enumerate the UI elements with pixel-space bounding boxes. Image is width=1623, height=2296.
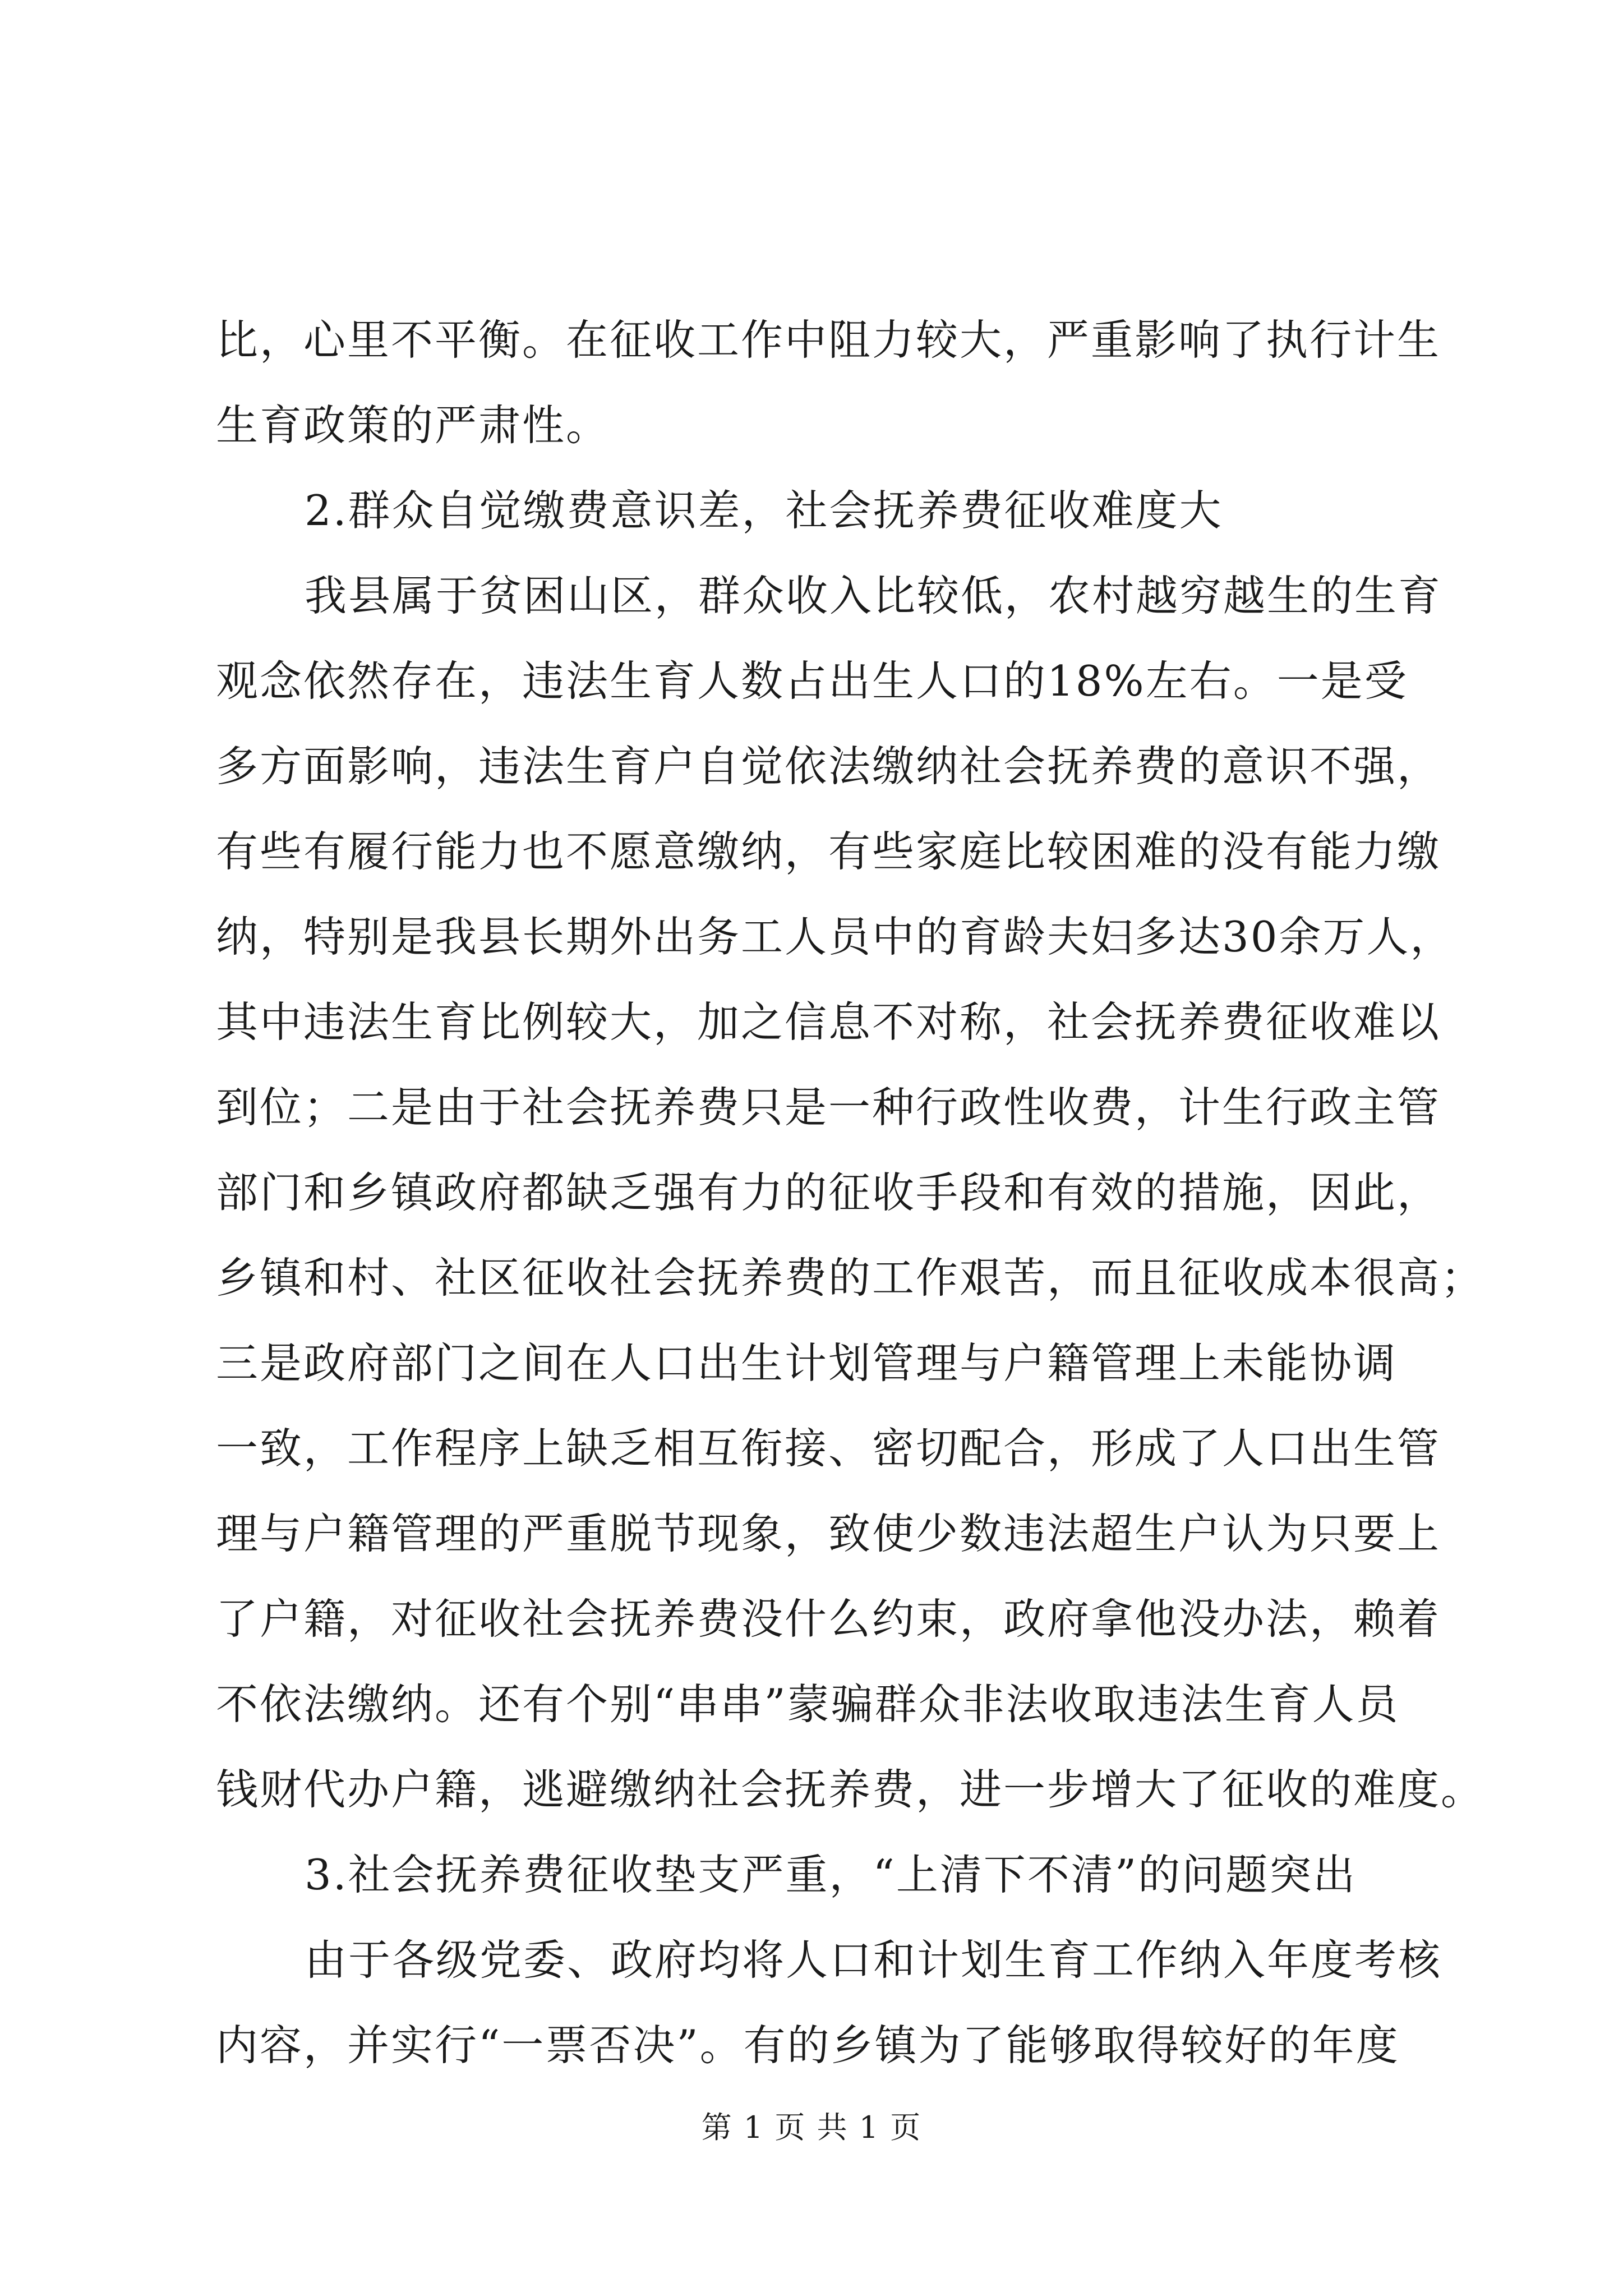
section-heading: 3.社会抚养费征收垫支严重，“上清下不清”的问题突出	[305, 1850, 1357, 1899]
text-line: 钱财代办户籍，逃避缴纳社会抚养费，进一步增大了征收的难度。	[216, 1765, 1485, 1814]
text-line: 其中违法生育比例较大，加之信息不对称，社会抚养费征收难以	[216, 997, 1441, 1047]
text-line: 观念依然存在，违法生育人数占出生人口的18%左右。一是受	[216, 656, 1408, 706]
text-line: 内容，并实行“一票否决”。有的乡镇为了能够取得较好的年度	[216, 2021, 1400, 2070]
text-line: 纳，特别是我县长期外出务工人员中的育龄夫妇多达30余万人，	[216, 912, 1454, 961]
text-line: 理与户籍管理的严重脱节现象，致使少数违法超生户认为只要上	[216, 1509, 1441, 1558]
page-footer	[0, 2108, 1623, 2147]
text-line: 了户籍，对征收社会抚养费没什么约束，政府拿他没办法，赖着	[216, 1594, 1441, 1644]
text-line: 乡镇和村、社区征收社会抚养费的工作艰苦，而且征收成本很高；	[216, 1253, 1485, 1303]
text-line: 比，心里不平衡。在征收工作中阻力较大，严重影响了执行计生	[216, 315, 1441, 365]
text-line: 到位；二是由于社会抚养费只是一种行政性收费，计生行政主管	[216, 1083, 1441, 1132]
text-line: 一致，工作程序上缺乏相互衔接、密切配合，形成了人口出生管	[216, 1424, 1441, 1473]
paragraph-first-line: 由于各级党委、政府均将人口和计划生育工作纳入年度考核	[305, 1935, 1442, 1985]
text-line: 不依法缴纳。还有个别“串串”蒙骗群众非法收取违法生育人员	[216, 1680, 1400, 1729]
page-number-label: 第 1 页 共 1 页	[701, 2110, 922, 2145]
text-line: 部门和乡镇政府都缺乏强有力的征收手段和有效的措施，因此，	[216, 1168, 1441, 1217]
text-line: 多方面影响，违法生育户自觉依法缴纳社会抚养费的意识不强，	[216, 742, 1441, 791]
section-heading: 2.群众自觉缴费意识差，社会抚养费征收难度大	[305, 486, 1223, 535]
text-line: 三是政府部门之间在人口出生计划管理与户籍管理上未能协调	[216, 1338, 1398, 1388]
document-body	[216, 297, 1485, 2088]
text-line: 生育政策的严肃性。	[216, 401, 610, 450]
text-line: 有些有履行能力也不愿意缴纳，有些家庭比较困难的没有能力缴	[216, 827, 1441, 876]
paragraph-first-line: 我县属于贫困山区，群众收入比较低，农村越穷越生的生育	[305, 571, 1442, 620]
